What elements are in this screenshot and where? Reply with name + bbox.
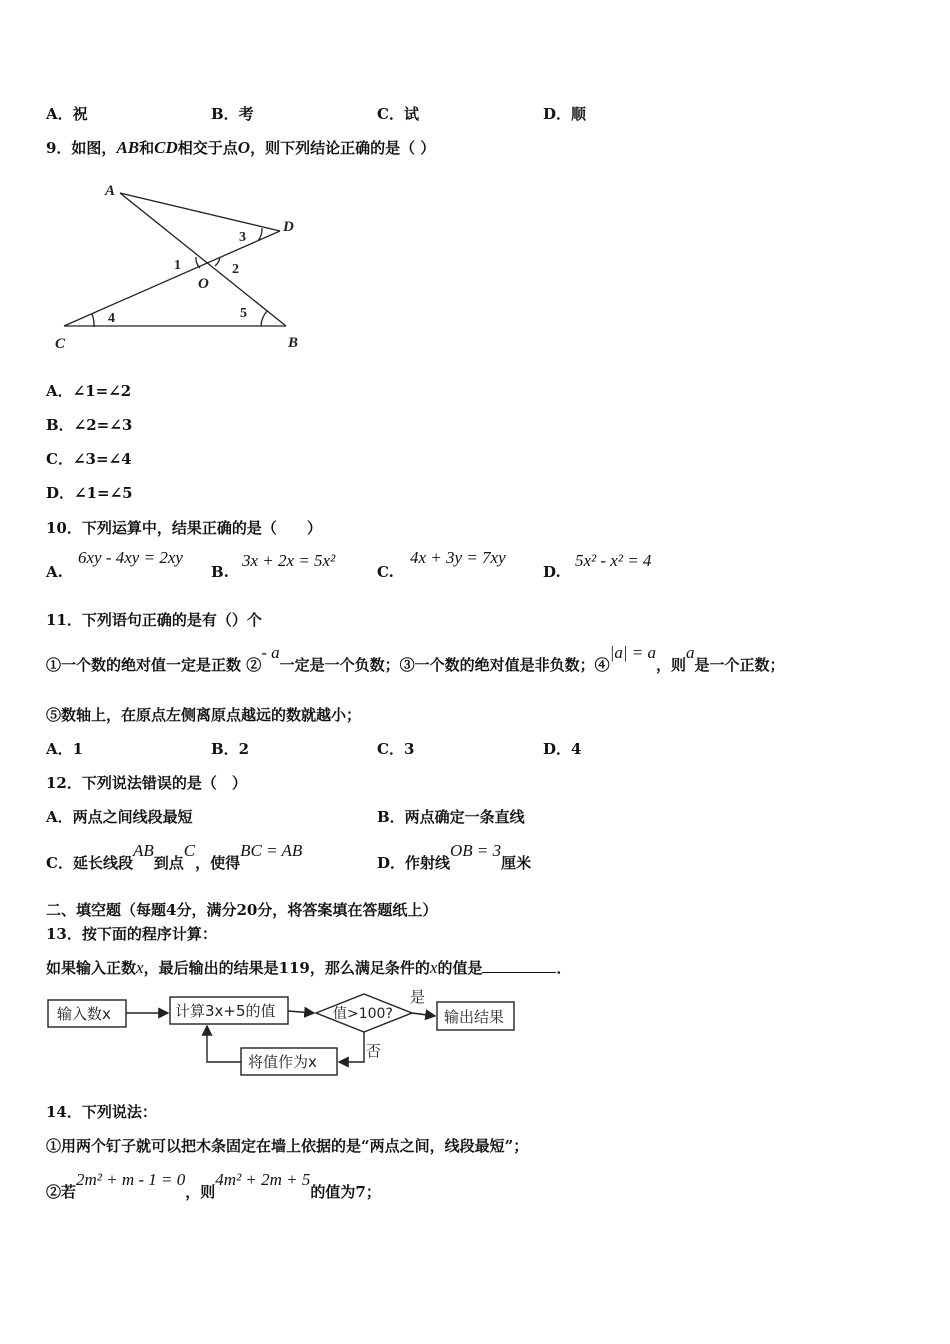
answer-blank bbox=[482, 958, 556, 973]
figure-label-d: D bbox=[283, 219, 294, 235]
q14-statement-1: ①用两个钉子就可以把木条固定在墙上依据的是“两点之间，线段最短”； bbox=[46, 1137, 529, 1155]
q11-statements: ①一个数的绝对值一定是正数 ②- a一定是一个负数；③一个数的绝对值是非负数；④|a| = a，则a是一个正数； bbox=[46, 643, 785, 674]
q10-expr-c: 4x + 3y = 7xy bbox=[410, 548, 506, 567]
q11-option-b: B．2 bbox=[211, 740, 250, 758]
figure-angle-4: 4 bbox=[108, 311, 115, 326]
q13-question: 如果输入正数x，最后输出的结果是119，那么满足条件的x的值是 ． bbox=[46, 958, 572, 977]
q10-stem: 10．下列运算中，结果正确的是（ ） bbox=[46, 519, 322, 537]
q12-option-d: D．作射线OB = 3厘米 bbox=[377, 841, 532, 872]
figure-angle-1: 1 bbox=[174, 258, 181, 273]
flow-yes-label: 是 bbox=[410, 988, 426, 1006]
flow-calc-box: 计算3x+5的值 bbox=[175, 1002, 276, 1020]
q12-option-b: B．两点确定一条直线 bbox=[377, 808, 525, 826]
figure-label-a: A bbox=[105, 183, 116, 199]
q8-option-c: C．试 bbox=[377, 105, 419, 123]
q9-stem: 9．如图，AB和CD相交于点O，则下列结论正确的是（ ） bbox=[46, 138, 436, 157]
q10-label-b: B. bbox=[211, 563, 229, 581]
q9-option-b: B．∠2=∠3 bbox=[46, 416, 133, 434]
q8-option-b: B．考 bbox=[211, 105, 254, 123]
q9-figure bbox=[50, 175, 320, 360]
flow-condition: 值>100? bbox=[333, 1006, 393, 1022]
q11-option-d: D．4 bbox=[543, 740, 582, 758]
q11-option-a: A．1 bbox=[46, 740, 84, 758]
q11-statement-5: ⑤数轴上，在原点左侧离原点越远的数就越小； bbox=[46, 706, 362, 724]
q10-expr-b: 3x + 2x = 5x² bbox=[242, 551, 336, 570]
q10-label-a: A. bbox=[46, 563, 63, 581]
flow-no-label: 否 bbox=[366, 1042, 382, 1060]
figure-label-o: O bbox=[198, 276, 209, 292]
q14-stem: 14．下列说法： bbox=[46, 1103, 157, 1121]
q11-option-c: C．3 bbox=[377, 740, 415, 758]
figure-label-c: C bbox=[55, 336, 66, 352]
q10-label-c: C. bbox=[377, 563, 394, 581]
q10-expr-a: 6xy - 4xy = 2xy bbox=[78, 548, 183, 567]
q13-flowchart bbox=[44, 988, 524, 1083]
q8-option-a: A．祝 bbox=[46, 105, 88, 123]
q14-statement-2: ②若2m² + m - 1 = 0，则4m² + 2m + 5的值为7； bbox=[46, 1170, 381, 1201]
q9-option-c: C．∠3=∠4 bbox=[46, 450, 132, 468]
q8-option-d: D．顺 bbox=[543, 105, 587, 123]
figure-angle-3: 3 bbox=[239, 230, 246, 245]
figure-angle-5: 5 bbox=[240, 306, 247, 321]
q13-stem: 13．按下面的程序计算： bbox=[46, 925, 217, 943]
q12-option-a: A．两点之间线段最短 bbox=[46, 808, 193, 826]
q10-label-d: D. bbox=[543, 563, 561, 581]
q12-stem: 12．下列说法错误的是（ ） bbox=[46, 774, 247, 792]
flow-loop-box: 将值作为x bbox=[248, 1053, 317, 1071]
flow-input-box: 输入数x bbox=[57, 1005, 111, 1023]
figure-angle-2: 2 bbox=[232, 262, 239, 277]
q9-option-d: D．∠1=∠5 bbox=[46, 484, 133, 502]
q12-option-c: C．延长线段AB到点C，使得BC = AB bbox=[46, 841, 303, 872]
q10-expr-d: 5x² - x² = 4 bbox=[575, 551, 652, 570]
q9-option-a: A．∠1=∠2 bbox=[46, 382, 132, 400]
section2-heading: 二、填空题（每题4分，满分20分，将答案填在答题纸上） bbox=[46, 901, 438, 919]
figure-label-b: B bbox=[288, 335, 299, 351]
q11-stem: 11．下列语句正确的是有（）个 bbox=[46, 611, 262, 629]
flow-output-box: 输出结果 bbox=[444, 1008, 505, 1026]
